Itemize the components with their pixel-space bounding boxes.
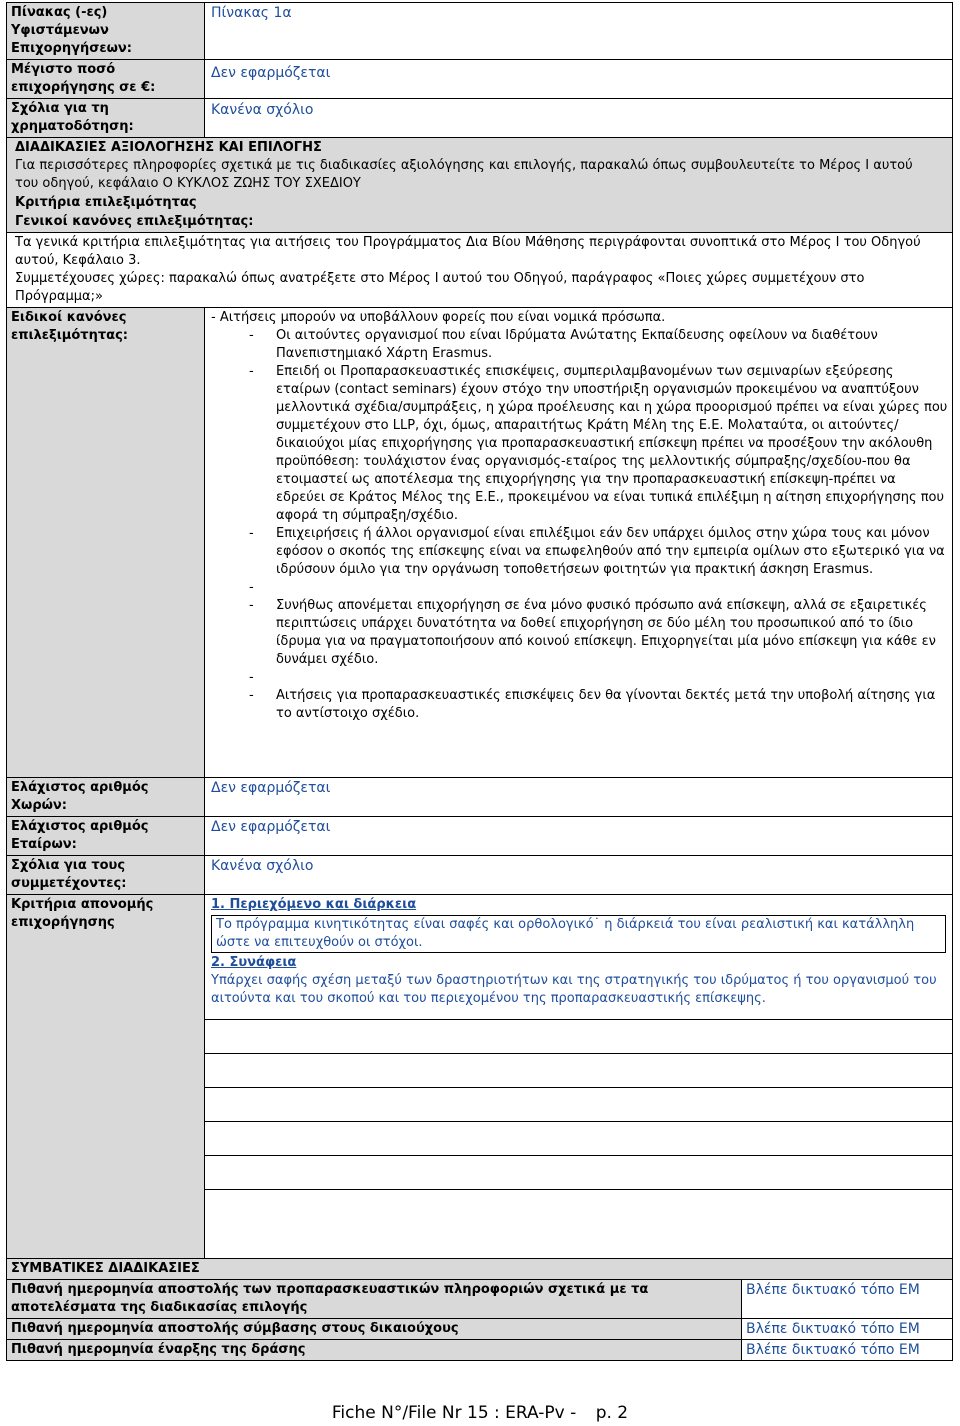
row-value: Δεν εφαρμόζεται xyxy=(205,778,953,817)
row-label: Πιθανή ημερομηνία αποστολής των προπαρασκευαστικών πληροφοριών σχετικά με τα αποτελέσματα της διαδικασίας επιλογής xyxy=(7,1280,742,1319)
row-value: Δεν εφαρμόζεται xyxy=(205,817,953,856)
row-value: Βλέπε δικτυακό τόπο ΕΜ xyxy=(742,1340,953,1361)
row-label: Ελάχιστος αριθμός Εταίρων: xyxy=(7,817,205,856)
special-rule-lead: - Αιτήσεις μπορούν να υποβάλλουν φορείς που είναι νομικά πρόσωπα. xyxy=(211,310,666,325)
special-rules-row xyxy=(7,308,953,778)
countries-text: Συμμετέχουσες χώρες: παρακαλώ όπως ανατρέξετε στο Μέρος Ι αυτού του Οδηγού, παράγραφος «Ποιες χώρες συμμετέχουν στο Πρόγραμμα;» xyxy=(15,271,865,304)
criterion-1-title: 1. Περιεχόμενο και διάρκεια xyxy=(211,897,417,912)
grants-table-row xyxy=(7,3,953,60)
list-spacer xyxy=(211,579,948,597)
list-item: - Επειδή οι Προπαρασκευαστικές επισκέψεις, συμπεριλαμβανομένων των σεμιναρίων εξεύρεσης εταίρων (contact seminars) έχουν στόχο την υποστήριξη οργανισμών προκειμένου να αναπτύξουν μελλοντικά σχέδια/συμπράξεις, η χώρα προέλευσης και η χώρα προορισμού πρέπει να είναι χώρες που συμμετέχουν στο LLP, όχι, όμως, απαραιτήτως Κράτη Μέλη της Ε.Ε. Μολαταύτα, οι αιτούντες/δικαιούχοι μίας επιχορήγησης για προπαρασκευαστική επίσκεψη πρέπει να προσέξουν την ακόλουθη προϋπόθεση: τουλάχιστον ένας οργανισμός-εταίρος της μελλοντικής σύμπραξης/σχεδίου-που θα ετοιμαστεί ως αποτέλεσμα της επιχορήγησης για την προπαρασκευαστική επίσκεψη-πρέπει να εδρεύει σε Κράτος Μέλος της Ε.Ε., προκειμένου να είναι τυπικά επιλέξιμη η αίτηση επιχορήγησης που αφορά τη σύμπραξη/σχέδιο. xyxy=(211,363,948,525)
row-label: Σχόλια για τη χρηματοδότηση: xyxy=(7,99,205,138)
list-item: - Επιχειρήσεις ή άλλοι οργανισμοί είναι επιλέξιμοι εάν δεν υπάρχει όμιλος στην χώρα τους και μόνον εφόσον ο σκοπός της επίσκεψης είναι να επωφεληθούν από την εμπειρία ομίλων στο εξωτερικό για να ιδρύσουν όμιλο για την οργάνωση τοποθετήσεων φοιτητών για πρακτική άσκηση Erasmus. xyxy=(211,525,948,579)
award-criteria-row xyxy=(7,895,953,1261)
section-heading: ΣΥΜΒΑΤΙΚΕΣ ΔΙΑΔΙΚΑΣΙΕΣ xyxy=(7,1259,953,1280)
contract-heading-row xyxy=(7,1259,953,1280)
list-item: - Συνήθως απονέμεται επιχορήγηση σε ένα μόνο φυσικό πρόσωπο ανά επίσκεψη, αλλά σε εξαιρετικές περιπτώσεις υπάρχει δυνατότητα να δοθεί επιχορήγηση σε δύο μέλη του προσωπικού από το ίδιο ίδρυμα για να πραγματοποιήσουν από κοινού επίσκεψη. Επιχορηγείται μία μόνο επίσκεψη για κάθε εν δυνάμει σχέδιο. xyxy=(211,597,948,669)
procedures-info: Για περισσότερες πληροφορίες σχετικά με τις διαδικασίες αξιολόγησης και επιλογής, παρακαλώ όπως συμβουλευτείτε το Μέρος Ι αυτού του οδηγού, κεφάλαιο Ο ΚΥΚΛΟΣ ΖΩΗΣ ΤΟΥ ΣΧΕΔΙΟΥ xyxy=(15,158,913,191)
criterion-2-text: Υπάρχει σαφής σχέση μεταξύ των δραστηριοτήτων και της στρατηγικής του ιδρύματος ή του οργανισμού του αιτούντα και του σκοπού και του περιεχομένου της προπαρασκευαστικής επίσκεψης. xyxy=(211,973,937,1006)
page-footer xyxy=(0,1404,960,1422)
footer-page: p. 2 xyxy=(595,1403,629,1423)
participants-comments-row xyxy=(7,856,953,895)
row-label: Πιθανή ημερομηνία αποστολής σύμβασης στους δικαιούχους xyxy=(7,1319,742,1340)
row-value: Πίνακας 1α xyxy=(205,3,953,60)
row-value: Δεν εφαρμόζεται xyxy=(205,60,953,99)
general-rules-row xyxy=(7,233,953,308)
row-value: Βλέπε δικτυακό τόπο ΕΜ xyxy=(742,1280,953,1319)
empty-grid xyxy=(205,1019,952,1224)
section-heading: ΔΙΑΔΙΚΑΣΙΕΣ ΑΞΙΟΛΟΓΗΣΗΣ ΚΑΙ ΕΠΙΛΟΓΗΣ xyxy=(15,140,322,155)
procedures-section xyxy=(7,138,953,233)
call-details-table xyxy=(6,2,953,1261)
criterion-2-title: 2. Συνάφεια xyxy=(211,955,297,970)
list-item: - Οι αιτούντες οργανισμοί που είναι Ιδρύματα Ανώτατης Εκπαίδευσης οφείλουν να διαθέτουν Πανεπιστημιακό Χάρτη Erasmus. xyxy=(211,327,948,363)
table-row xyxy=(7,1280,953,1319)
general-rules-title: Γενικοί κανόνες επιλεξιμότητας: xyxy=(15,214,254,229)
row-label: Πιθανή ημερομηνία έναρξης της δράσης xyxy=(7,1340,742,1361)
row-label: Ελάχιστος αριθμός Χωρών: xyxy=(7,778,205,817)
row-label: Κριτήρια απονομής επιχορήγησης xyxy=(7,895,205,1261)
row-label: Ειδικοί κανόνες επιλεξιμότητας: xyxy=(7,308,205,778)
special-rules-list xyxy=(211,327,948,723)
table-row xyxy=(7,1340,953,1361)
row-value: Βλέπε δικτυακό τόπο ΕΜ xyxy=(742,1319,953,1340)
table-row xyxy=(7,1319,953,1340)
general-rules-text: Τα γενικά κριτήρια επιλεξιμότητας για αιτήσεις του Προγράμματος Δια Βίου Μάθησης περιγράφονται συνοπτικά στο Μέρος Ι του Οδηγού αυτού, Κεφάλαιο 3. xyxy=(15,235,921,268)
max-grant-row xyxy=(7,60,953,99)
eligibility-title: Κριτήρια επιλεξιμότητας xyxy=(15,195,197,210)
row-label: Σχόλια για τους συμμετέχοντες: xyxy=(7,856,205,895)
special-rules-content xyxy=(205,308,953,778)
row-value: Κανένα σχόλιο xyxy=(205,99,953,138)
min-partners-row xyxy=(7,817,953,856)
footer-file: Fiche N°/File Nr 15 : ERA-Pv - xyxy=(331,1403,577,1423)
funding-comments-row xyxy=(7,99,953,138)
row-value: Κανένα σχόλιο xyxy=(205,856,953,895)
award-criteria-content xyxy=(205,895,953,1261)
list-item: - Αιτήσεις για προπαρασκευαστικές επισκέψεις δεν θα γίνονται δεκτές μετά την υποβολή αίτησης για το αντίστοιχο σχέδιο. xyxy=(211,687,948,723)
min-countries-row xyxy=(7,778,953,817)
row-label: Πίνακας (-ες) Υφιστάμενων Επιχορηγήσεων: xyxy=(7,3,205,60)
contract-table xyxy=(6,1258,953,1361)
list-spacer xyxy=(211,669,948,687)
row-label: Μέγιστο ποσό επιχορήγησης σε €: xyxy=(7,60,205,99)
criterion-1-text: Το πρόγραμμα κινητικότητας είναι σαφές και ορθολογικό˙ η διάρκειά του είναι ρεαλιστική και κατάλληλη ώστε να επιτευχθούν οι στόχοι. xyxy=(211,915,946,953)
